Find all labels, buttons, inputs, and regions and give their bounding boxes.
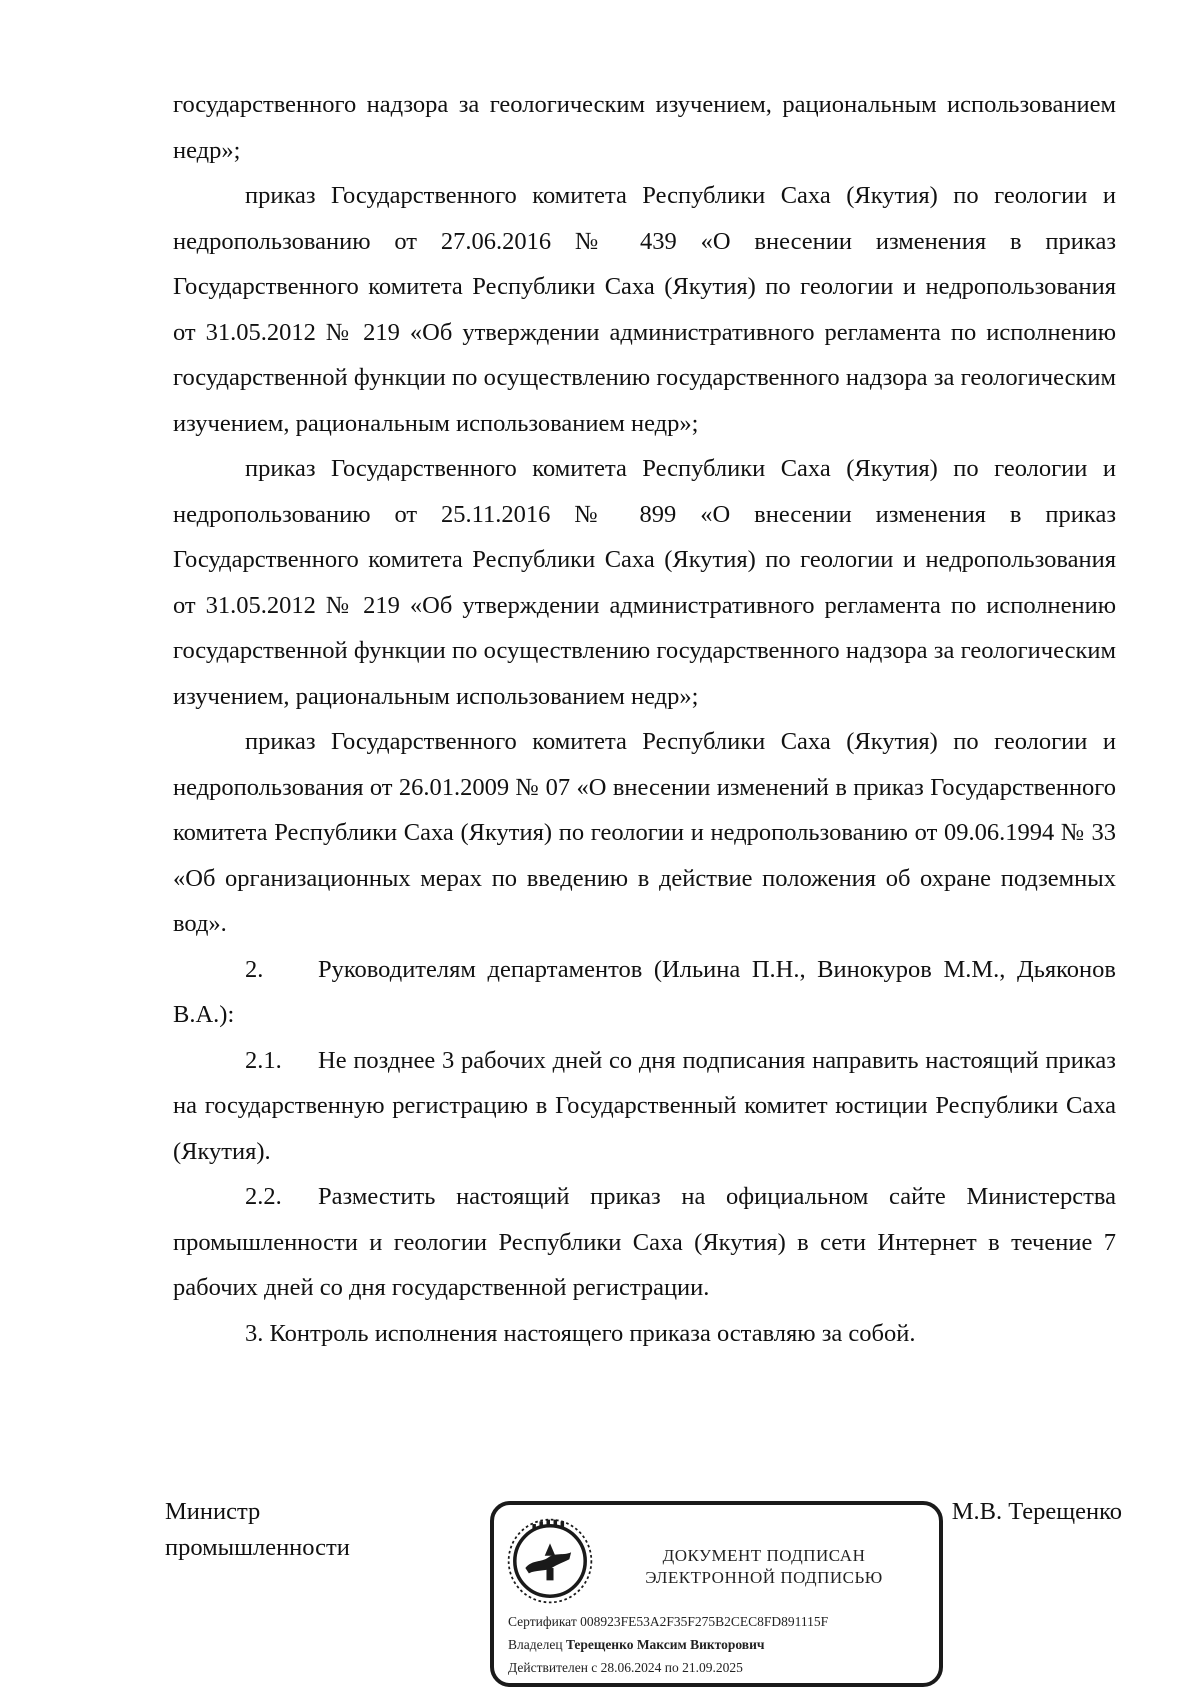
valid-label: Действителен с: [508, 1660, 598, 1675]
item-text: Руководителям департаментов (Ильина П.Н., Винокуров М.М., Дьяконов В.А.):: [173, 955, 1116, 1028]
paragraph-item-2-1: [173, 1038, 1116, 1175]
stamp-validity: [508, 1659, 743, 1677]
stamp-title: [604, 1545, 924, 1589]
electronic-signature-stamp: [490, 1501, 943, 1687]
stamp-certificate: [508, 1613, 828, 1631]
valid-to: 21.09.2025: [682, 1660, 743, 1675]
item-number: 2.2.: [245, 1183, 282, 1210]
sakha-coat-of-arms-icon: [506, 1517, 594, 1605]
stamp-title-line-2: ЭЛЕКТРОННОЙ ПОДПИСЬЮ: [645, 1568, 883, 1587]
item-text: Разместить настоящий приказ на официальном сайте Министерства промышленности и геологии Республики Саха (Якутия) в сети Интернет в течение 7 рабочих дней со дня государственной регистрации.: [173, 1183, 1116, 1301]
position-line-2: промышленности: [165, 1534, 350, 1561]
signatory-position: [165, 1494, 350, 1566]
item-text: Не позднее 3 рабочих дней со дня подписания направить настоящий приказ на государственную регистрацию в Государственный комитет юстиции Республики Саха (Якутия).: [173, 1046, 1116, 1165]
paragraph-order-439: приказ Государственного комитета Республики Саха (Якутия) по геологии и недропользованию от 27.06.2016 № 439 «О внесении изменения в приказ Государственного комитета Республики Саха (Якутия) по геологии и недропользования от 31.05.2012 № 219 «Об утверждении административного регламента по исполнению государственной функции по осуществлению государственного надзора за геологическим изучением, рациональным использованием недр»;: [173, 182, 1116, 437]
stamp-owner: [508, 1636, 764, 1654]
paragraph-item-2: [173, 947, 1116, 1038]
valid-to-label: по: [664, 1660, 679, 1675]
item-number: 2.: [245, 955, 264, 983]
valid-from: 28.06.2024: [600, 1660, 662, 1675]
owner-label: Владелец: [508, 1637, 563, 1652]
paragraph-continuation: государственного надзора за геологическим изучением, рациональным использованием недр»;: [173, 91, 1116, 164]
certificate-label: Сертификат: [508, 1614, 577, 1629]
position-line-1: Министр: [165, 1498, 261, 1525]
certificate-value: 008923FE53A2F35F275B2CEC8FD891115F: [580, 1614, 829, 1629]
stamp-title-line-1: ДОКУМЕНТ ПОДПИСАН: [662, 1546, 866, 1565]
paragraph-item-3: 3. Контроль исполнения настоящего приказа оставляю за собой.: [245, 1319, 916, 1347]
document-body: [173, 82, 1116, 1356]
paragraph-order-899: приказ Государственного комитета Республики Саха (Якутия) по геологии и недропользованию от 25.11.2016 № 899 «О внесении изменения в приказ Государственного комитета Республики Саха (Якутия) по геологии и недропользования от 31.05.2012 № 219 «Об утверждении административного регламента по исполнению государственной функции по осуществлению государственного надзора за геологическим изучением, рациональным использованием недр»;: [173, 455, 1116, 710]
item-number: 2.1.: [245, 1046, 282, 1074]
owner-value: Терещенко Максим Викторович: [565, 1637, 765, 1652]
paragraph-item-2-2: [173, 1174, 1116, 1311]
paragraph-order-07: приказ Государственного комитета Республики Саха (Якутия) по геологии и недропользования от 26.01.2009 № 07 «О внесении изменений в приказ Государственного комитета Республики Саха (Якутия) по геологии и недропользованию от 09.06.1994 № 33 «Об организационных мерах по введению в действие положения об охране подземных вод».: [173, 728, 1116, 937]
signatory-name: М.В. Терещенко: [952, 1494, 1122, 1530]
